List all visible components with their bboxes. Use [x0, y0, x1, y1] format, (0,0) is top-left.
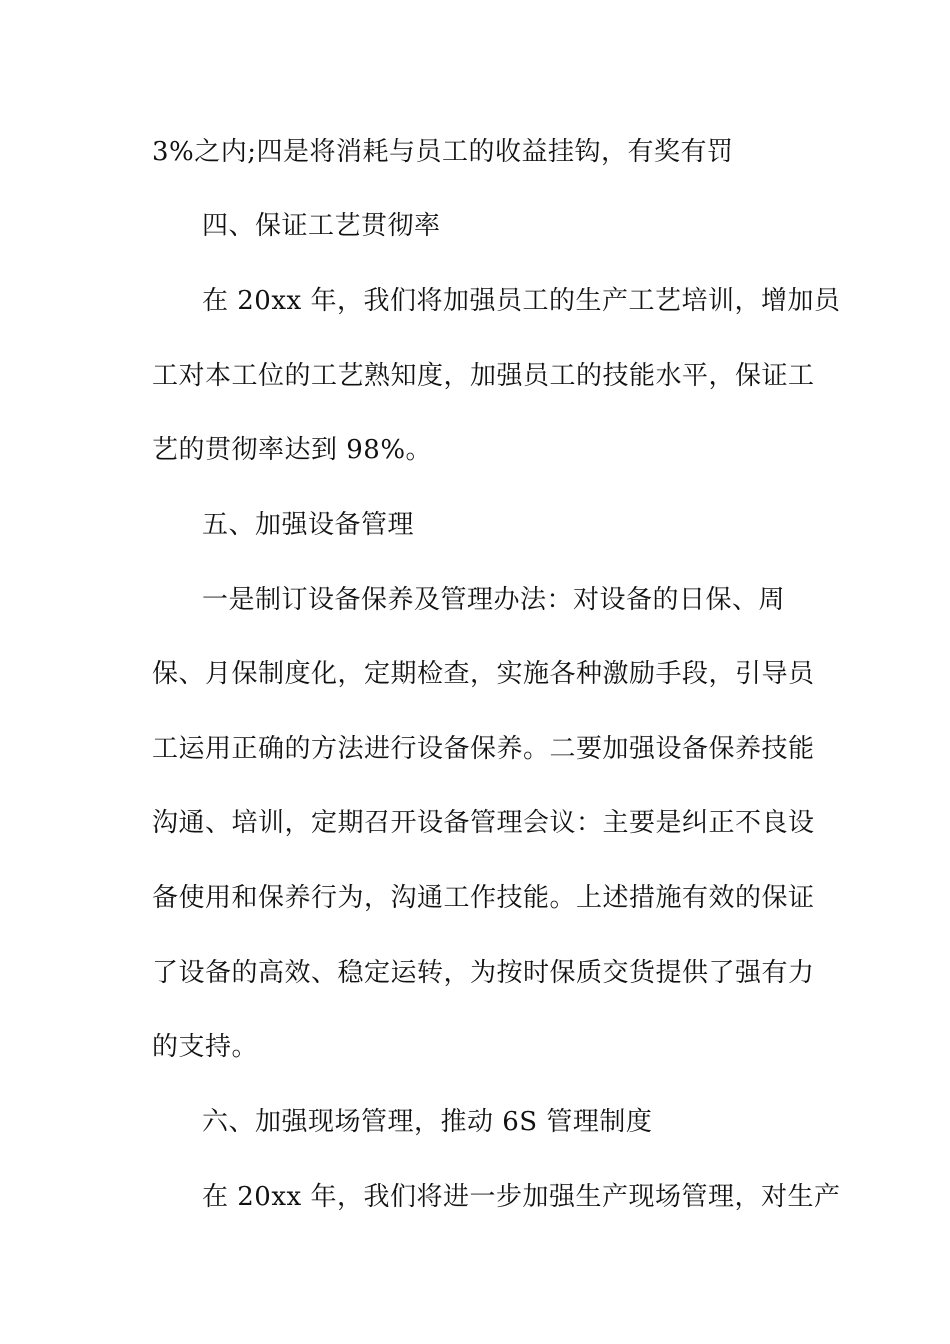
paragraph-line: 保、月保制度化，定期检查，实施各种激励手段，引导员	[152, 659, 815, 689]
paragraph-line: 的支持。	[152, 1032, 259, 1062]
paragraph-line: 了设备的高效、稳定运转，为按时保质交货提供了强有力	[152, 958, 815, 988]
section-heading: 六、加强现场管理，推动 6S 管理制度	[202, 1107, 653, 1137]
paragraph-line: 沟通、培训，定期召开设备管理会议：主要是纠正不良设	[152, 808, 815, 838]
paragraph-line: 备使用和保养行为，沟通工作技能。上述措施有效的保证	[152, 883, 815, 913]
paragraph-line: 工运用正确的方法进行设备保养。二要加强设备保养技能	[152, 734, 815, 764]
section-heading: 五、加强设备管理	[202, 510, 415, 540]
paragraph-line: 在 20xx 年，我们将加强员工的生产工艺培训，增加员	[202, 286, 841, 316]
paragraph-line: 一是制订设备保养及管理办法：对设备的日保、周	[202, 585, 786, 615]
section-heading: 四、保证工艺贯彻率	[202, 211, 441, 241]
paragraph-line: 工对本工位的工艺熟知度，加强员工的技能水平，保证工	[152, 361, 815, 391]
paragraph-line: 3%之内;四是将消耗与员工的收益挂钩，有奖有罚	[152, 137, 734, 167]
paragraph-line: 艺的贯彻率达到 98%。	[152, 435, 433, 465]
paragraph-line: 在 20xx 年，我们将进一步加强生产现场管理，对生产	[202, 1182, 841, 1212]
